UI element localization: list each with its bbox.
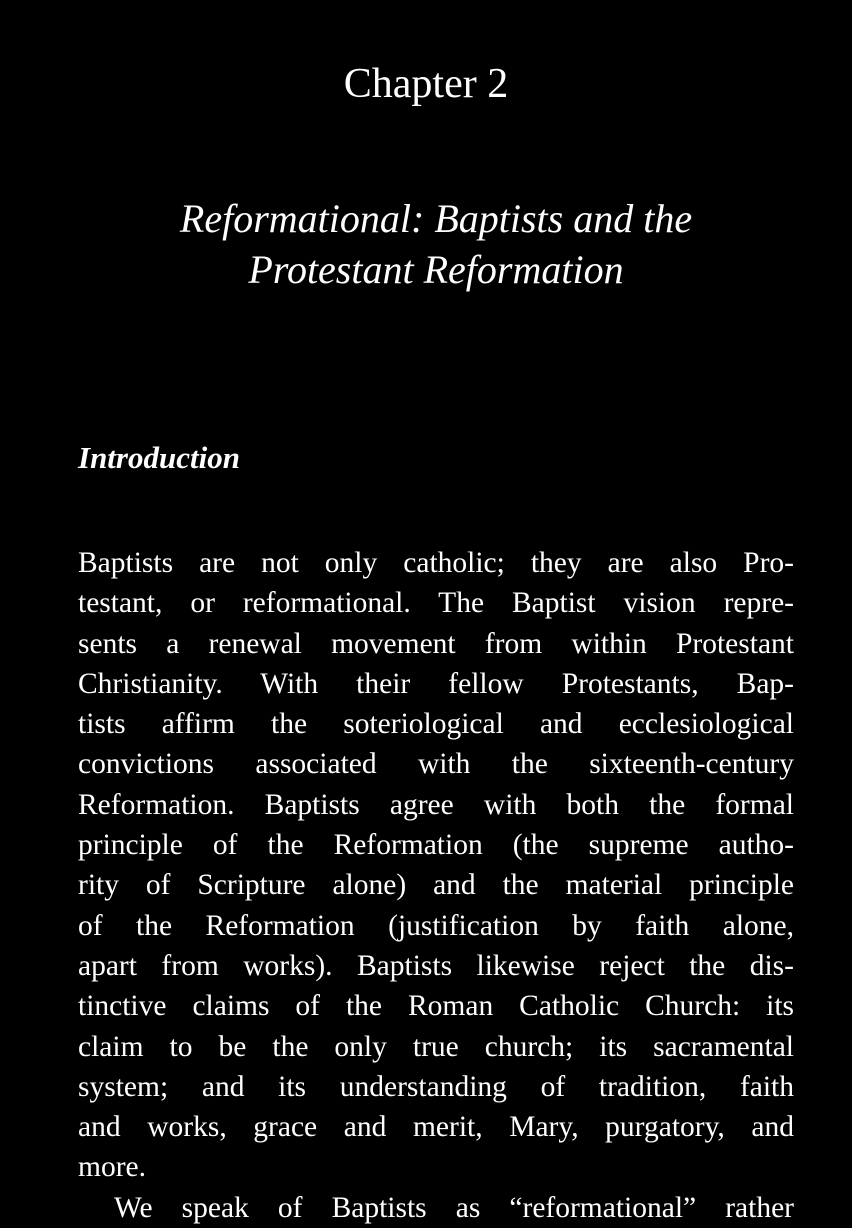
body-line: and works, grace and merit, Mary, purgatory, and bbox=[78, 1111, 794, 1144]
body-line: Reformation. Baptists agree with both the formal bbox=[78, 788, 794, 821]
body-line: system; and its understanding of tradition, faith bbox=[78, 1070, 794, 1103]
chapter-title-line: Protestant Reformation bbox=[248, 247, 624, 292]
body-line: convictions associated with the sixteenth-century bbox=[78, 748, 794, 781]
body-line: rity of Scripture alone) and the material principle bbox=[78, 869, 794, 902]
body-line: sents a renewal movement from within Protestant bbox=[78, 627, 794, 660]
body-line: Baptists are not only catholic; they are also Pro- bbox=[78, 547, 794, 579]
body-line: more. bbox=[78, 1151, 146, 1184]
body-line: Christianity. With their fellow Protestants, Bap- bbox=[78, 667, 794, 700]
body-line: We speak of Baptists as “reformational” rather bbox=[114, 1191, 794, 1224]
chapter-label: Chapter 2 bbox=[343, 61, 509, 107]
body-line: claim to be the only true church; its sacramental bbox=[78, 1030, 794, 1063]
chapter-title-line: Reformational: Baptists and the bbox=[179, 196, 693, 241]
body-line: testant, or reformational. The Baptist vision repre- bbox=[78, 587, 794, 620]
body-line: tists affirm the soteriological and ecclesiological bbox=[78, 708, 794, 741]
chapter-title bbox=[80, 193, 792, 295]
body-line: principle of the Reformation (the supreme autho- bbox=[78, 829, 794, 862]
body-line: of the Reformation (justification by faith alone, bbox=[78, 909, 794, 942]
section-heading: Introduction bbox=[78, 440, 240, 475]
body-line: apart from works). Baptists likewise reject the dis- bbox=[78, 949, 794, 982]
body-line: tinctive claims of the Roman Catholic Church: its bbox=[78, 990, 794, 1023]
body-paragraph bbox=[78, 543, 794, 1228]
